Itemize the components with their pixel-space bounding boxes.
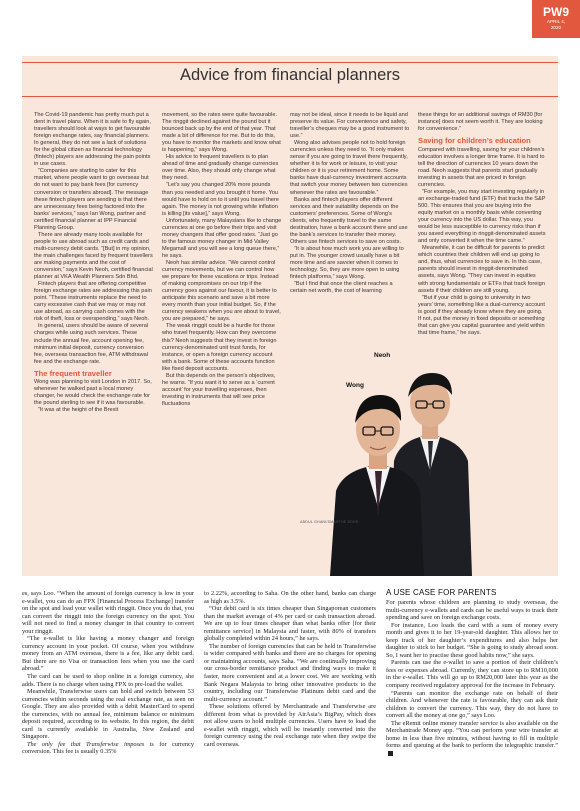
advice-panel (22, 56, 558, 576)
paragraph: “But I find that once the client reaches a certain net worth, the cost of learning (290, 281, 393, 295)
panel-column-4 (418, 112, 546, 337)
panel-column-3 (290, 112, 410, 295)
paragraph: His advice to frequent travellers is to plan ahead of time and gradually change currencies over time. Also, they should only change what they need. (162, 154, 279, 182)
paragraph: “Our debit card is six times cheaper than Singaporean customers than the market average of 4% per card or cash transaction abroad. We are up to four times cheaper than what banks offer [for their remittance service] in Malaysia and faster, with 80% of transfers globally completed within 24 hours,” he says. (204, 605, 376, 643)
planners-photo (320, 311, 490, 576)
paragraph: But this depends on the person’s objectives, he warns. “If you want it to serve as a ‘current account’ for your travelling expenses, then investing in instruments that will see price fluctuations (162, 372, 276, 407)
panel-column-1 (34, 112, 154, 414)
panel-column-2 (162, 112, 282, 408)
paragraph: Compared with travelling, saving for your children’s education involves a longer time frame. It is hard to tell the direction of currencies 10 years down the road. Neoh suggests that parents start gradually investing in assets that are priced in foreign currencies. (418, 146, 545, 188)
planners-photo-illustration (320, 311, 490, 576)
paragraph: Meanwhile, Transferwise users can hold and switch between 53 currencies within seconds using the real exchange rate, as seen on Google. They are also provided with a debit MasterCard to spend the currencies, with no annual fee, minimum balance or minimum deposit required, according to its website. In this region, the debit card is currently available in Australia, New Zealand and Singapore. (22, 688, 194, 741)
paragraph: Wong also advises people not to hold foreign currencies unless they need to. “It only makes sense if you are going to travel there frequently, whether it is for work or leisure, to visit your children or it is your retirement home. Some banks have dual-currency investment accounts that switch your money between two currencies whenever the rates are favourable.” (290, 140, 408, 196)
paragraph-text: The eRemit online money transfer service is also available on the Merchantrade Money app. “You can perform your wire transfer at home in less than five minutes, without having to fill in multiple forms and queuing at the bank to perform the telegraphic transfer.” (386, 719, 558, 750)
paragraph: These solutions offered by Merchantrade and Transferwise are different from what is provided by AirAsia’s BigPay, which does not allow users to hold multiple currencies. Users have to load the e-wallet with ringgit, which will be instantly converted into the foreign currency using the real exchange rate when they swipe the card overseas. (204, 703, 376, 748)
page-badge (532, 0, 580, 38)
label-wong: Wong (346, 382, 364, 389)
paragraph: “Companies are starting to cater for this market, where people want to go overseas but do not want to pay bank fees [for currency conversion or transfers abroad]. The message these fintech players are sending is that there are unnecessary fees being factored into the banks’ services,” says Ian Wong, partner and certified financial planner at IPP Financial Planning Group. (34, 168, 149, 231)
photo-credit: ABDUL GHANI/SMASTHE EDGE (300, 520, 359, 524)
subheading-use-case-parents: A USE CASE FOR PARENTS (386, 588, 497, 597)
paragraph: “The e-wallet is like having a money changer and foreign currency account in your pocket. Of course, when you withdraw money from an ATM overseas, there is a fee, like any debit card. But there are no Visa or transaction fees when you use the card abroad.” (22, 635, 194, 673)
paragraph (22, 741, 194, 756)
paragraph: Parents can use the e-wallet to save a portion of their children’s fees or expenses abroad. Currently, they can store up to RM10,000 in the e-wallet. This will go up to RM20,000 later this year as the company received regulatory approval for the increase in February. (386, 659, 558, 690)
panel-headline: Advice from financial planners (179, 66, 401, 84)
article-column-2 (204, 590, 376, 748)
panel-headline-rule (22, 96, 558, 97)
paragraph-rest: is for currency conversion. This fee is usually 0.35% (22, 740, 195, 756)
paragraph: “It was at the height of the Brexit (38, 407, 119, 414)
subheading-frequent-traveller: The frequent traveller (34, 368, 112, 378)
paragraph: Fintech players that are offering competitive foreign exchange rates are addressing this pain point. “These instruments replace the need to carry excessive cash that we may or may not use abroad, as carrying cash comes with the risk of theft, loss or overspending,” says Neoh. (34, 281, 152, 323)
article-column-1 (22, 590, 194, 756)
paragraph: movement, so the rates were quite favourable. The ringgit declined against the pound but it bounced back up by the end of that year. That made a bit of difference for me. But to do this, you have to monitor the markets and know what is happening,” says Wong. (162, 112, 281, 154)
end-mark-icon (388, 751, 393, 756)
paragraph: to 2.22%, according to Saha. On the other hand, banks can charge as high as 3.5%. (204, 590, 376, 605)
issue-date-line2: 2020 (550, 24, 562, 30)
panel-top-rule (22, 62, 558, 63)
page-number: PW9 (542, 5, 569, 19)
paragraph: Meanwhile, it can be difficult for parents to predict which countries their children will end up going to and, thus, what currencies to save in. In this case, parents should invest in ringgit-denominated assets, says Wong. “They can invest in equities with strong fundamentals or ETFs that track foreign assets if their children are still young. (418, 245, 545, 294)
paragraph: The card can be used to shop online in a foreign currency, she adds. There is no charge when using FPX to pre-load the wallet. (22, 673, 194, 688)
paragraph: There are already many tools available for people to use abroad such as credit cards and multi-currency debit cards. “[But] in my opinion, the main challenges faced by frequent travellers are making payments and the cost of conversion,” says Kevin Neoh, certified financial planner at VKA Wealth Planners Sdn Bhd. (34, 231, 153, 281)
paragraph: may not be ideal, since it needs to be liquid and preserve its value. For convenience and safety, traveller’s cheques may be a good instrument to use.” (290, 112, 410, 140)
paragraph: these things for an additional savings of RM30 [for instance] does not seem worth it. They are looking for convenience.” (418, 112, 543, 133)
paragraph: Wong was planning to visit London in 2017. So, whenever he walked past a local money changer, he would check the exchange rate for the pound sterling to see if it was favourable. (34, 379, 152, 407)
issue-date-line1: APRIL 4, (546, 19, 566, 24)
paragraph: The Covid-19 pandemic has pretty much put a dent in travel plans. When it is safe to fly again, travellers should look at ways to get favourable foreign exchange rates, say financial planners. In general, they do not see a lack of solutions for the global citizen as financial technology (fintech) players are addressing the pain points in use cases. (34, 112, 151, 168)
paragraph: es, says Loo. “When the amount of foreign currency is low in your e-wallet, you can do an FPX [Financial Process Exchange] transfer on the spot and load your wallet with ringgit. Once you do that, you can convert the ringgit into the foreign currency on the spot. You will not need to find a money changer in that country to convert your ringgit. (22, 590, 194, 635)
paragraph: “But if your child is going to university in two years’ time, something like a dual-currency account is good if they already know where they are going. If not, put the money in fixed deposits or something that can give you capital guarantee and yield within that time frame,” he says. (418, 294, 545, 336)
paragraph: For parents whose children are planning to study overseas, the multi-currency e-wallets and cards can be useful ways to track their spending and save on foreign exchange costs. (386, 599, 558, 622)
paragraph: Banks and fintech players offer different services and their suitability depends on the customers’ preferences. Some of Wong’s clients, who frequently travel to the same destination, have a bank account there and use the bank’s services to transfer their money. Others use fintech services to save on costs. (290, 196, 408, 245)
article-column-3 (386, 588, 558, 757)
paragraph: The weak ringgit could be a hurdle for those who travel frequently. How can they overcome this? Neoh suggests that they invest in foreign currency-denominated unit trust funds, for instance, or open a foreign currency account with a bank. Some of these accounts function like fixed deposit accounts. (162, 323, 277, 372)
paragraph: The number of foreign currencies that can be held in Transferwise is wider compared with banks and there are no charges for opening or maintaining accounts, says Saha. “We are continually improving our cross-border remittance product and finding ways to make it faster, more convenient and at a lower cost. We are working with Bank Negara Malaysia to bring other innovative products to the country, including our Transferwise Platinum debit card and the multi-currency account.” (204, 642, 376, 703)
paragraph: For instance, Loo loads the card with a sum of money every month and gives it to her 19-year-old daughter. This allows her to keep track of her daughter’s expenditures and also helps her daughter to stick to her budget. “She is going to study abroad soon. So, I want her to practise these good habits now,” she says. (386, 621, 558, 659)
label-neoh: Neoh (374, 352, 391, 359)
paragraph (386, 720, 558, 758)
italic-lead: The only fee that Transferwise imposes (27, 740, 145, 748)
paragraph: Neoh has similar advice. “We cannot control currency movements, but we can control how we prepare for these vacations or trips. Instead of making compromises on our trip if the currency goes against our favour, it is better to anticipate this scenario and save a bit more every month than your initial budget. So, if the currency weakens when you are about to travel, you are prepared,” he says. (162, 259, 281, 323)
paragraph: “Parents can monitor the exchange rate on behalf of their children. And whenever the rate is favourable, they can ask their children to convert the currency. This way, they do not have to convert all the money at one go,” says Loo. (386, 689, 558, 720)
paragraph: Unfortunately, many Malaysians like to change currencies at one go before their trips and visit money changers that offer good rates. “Just go to the famous money changer in Mid Valley Megamall and you will see a long queue there,” he says. (162, 217, 282, 259)
paragraph: “For example, you may start investing regularly in an exchange-traded fund (ETF) that tracks the S&P 500. This ensures that you are buying into the equity market on a monthly basis while converting your currency into the US dollar. This way, you would be less susceptible to currency risks than if you saved everything in ringgit-denominated assets and only converted it when the time came.” (418, 188, 546, 245)
paragraph: “It is about how much work you are willing to put in. The younger crowd usually have a bit more time and are savvier when it comes to technology. So, they are more open to using fintech platforms,” says Wong. (290, 245, 404, 281)
paragraph: In general, users should be aware of several charges while using such services. These include the annual fee, account opening fee, minimum initial deposit, currency conversion fee, overseas transaction fee, ATM withdrawal fee and the exchange rate. (34, 323, 149, 365)
paragraph: “Let’s say you changed 20% more pounds than you needed and you brought it home. You would have to hold on to it until you travel there again. The money is not growing while inflation is killing [its value],” says Wong. (162, 182, 279, 217)
subheading-childrens-education: Saving for children’s education (418, 136, 531, 146)
